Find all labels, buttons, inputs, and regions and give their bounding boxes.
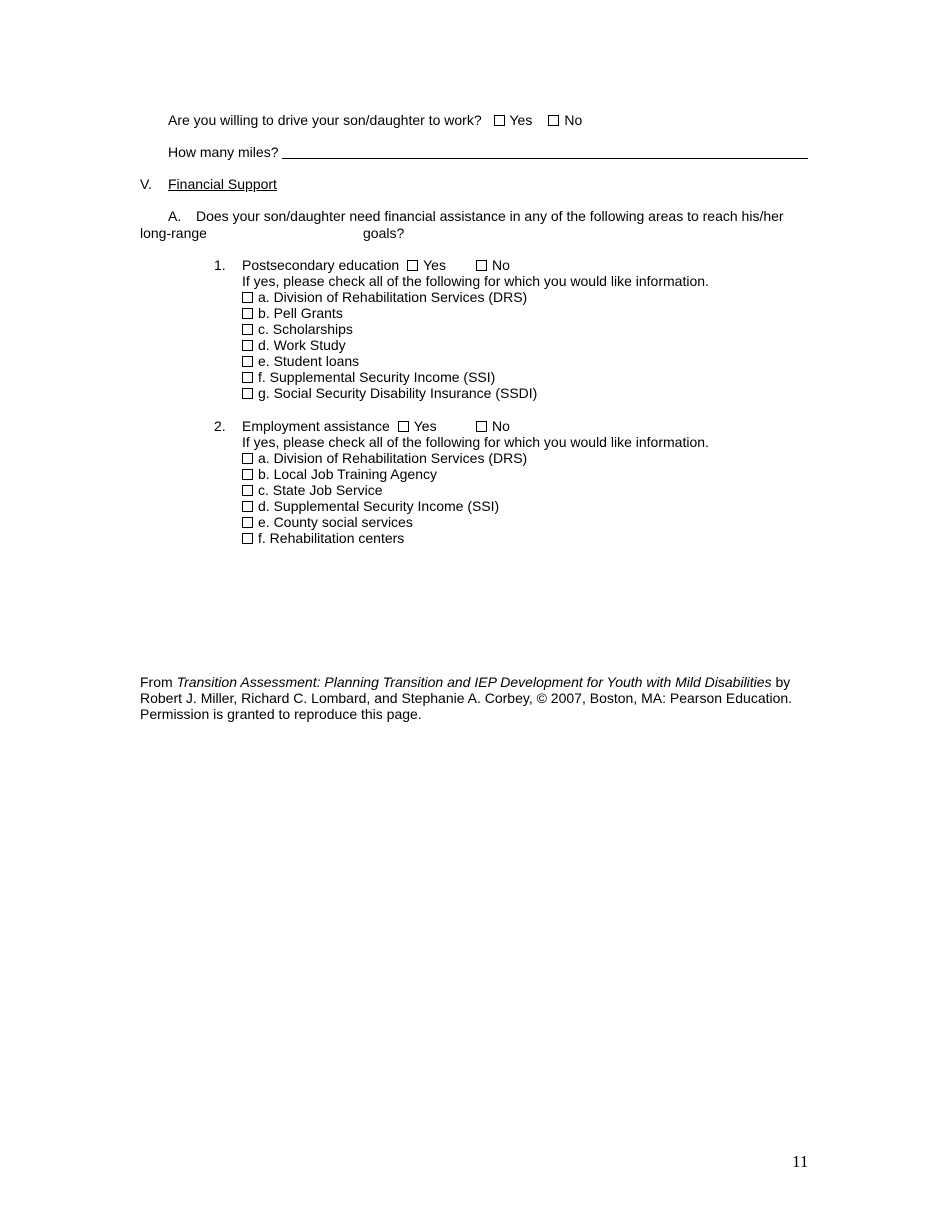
option-label: a. Division of Rehabilitation Services (DRS) — [258, 450, 528, 466]
postsecondary-option[interactable] — [242, 369, 537, 385]
question-a-text-line2-end: goals? — [363, 225, 405, 241]
citation-prefix: From — [140, 674, 173, 690]
option-label: c. State Job Service — [258, 482, 383, 498]
miles-answer-line[interactable] — [282, 158, 808, 159]
option-checkbox[interactable] — [242, 356, 253, 367]
miles-question-text: How many miles? — [168, 144, 279, 160]
option-label: e. County social services — [258, 514, 413, 530]
option-checkbox[interactable] — [242, 340, 253, 351]
employment-option[interactable] — [242, 482, 527, 498]
postsecondary-instruction: If yes, please check all of the following for which you would like information. — [242, 273, 709, 289]
section-numeral: V. — [140, 176, 152, 192]
question-a-letter: A. — [168, 208, 182, 224]
option-checkbox[interactable] — [242, 517, 253, 528]
postsecondary-number: 1. — [214, 257, 226, 273]
drive-yes-checkbox[interactable] — [494, 115, 505, 126]
postsecondary-option[interactable] — [242, 385, 537, 401]
employment-option[interactable] — [242, 530, 527, 546]
postsecondary-label: Postsecondary education — [242, 257, 400, 273]
option-label: a. Division of Rehabilitation Services (DRS) — [258, 289, 528, 305]
option-checkbox[interactable] — [242, 533, 253, 544]
drive-question-row — [168, 112, 582, 128]
option-label: b. Pell Grants — [258, 305, 343, 321]
option-label: f. Rehabilitation centers — [258, 530, 405, 546]
option-checkbox[interactable] — [242, 453, 253, 464]
postsecondary-no-label: No — [492, 257, 510, 273]
drive-no-checkbox[interactable] — [548, 115, 559, 126]
postsecondary-yes-label: Yes — [423, 257, 446, 273]
section-title: Financial Support — [168, 176, 277, 192]
option-checkbox[interactable] — [242, 324, 253, 335]
postsecondary-options-list — [242, 289, 537, 401]
option-checkbox[interactable] — [242, 372, 253, 383]
question-a-text-line1: Does your son/daughter need financial assistance in any of the following areas to reach his/her — [196, 208, 784, 224]
postsecondary-yes-checkbox[interactable] — [407, 260, 418, 271]
employment-row — [242, 418, 437, 434]
employment-yes-label: Yes — [413, 418, 437, 434]
employment-yes-checkbox[interactable] — [398, 421, 409, 432]
employment-option[interactable] — [242, 498, 527, 514]
option-label: c. Scholarships — [258, 321, 353, 337]
option-checkbox[interactable] — [242, 485, 253, 496]
postsecondary-option[interactable] — [242, 305, 537, 321]
postsecondary-option[interactable] — [242, 289, 537, 305]
option-label: f. Supplemental Security Income (SSI) — [258, 369, 496, 385]
option-label: e. Student loans — [258, 353, 360, 369]
drive-question-text: Are you willing to drive your son/daughter to work? — [168, 112, 482, 128]
postsecondary-option[interactable] — [242, 321, 537, 337]
postsecondary-no-checkbox[interactable] — [476, 260, 487, 271]
employment-option[interactable] — [242, 450, 527, 466]
drive-yes-label: Yes — [509, 112, 533, 128]
employment-option[interactable] — [242, 466, 527, 482]
employment-no-checkbox[interactable] — [476, 421, 487, 432]
option-label: b. Local Job Training Agency — [258, 466, 438, 482]
question-a-text-line2-start: long-range — [140, 225, 207, 241]
postsecondary-row — [242, 257, 446, 273]
citation-suffix: by Robert J. Miller, Richard C. Lombard, and Stephanie A. Corbey, © 2007, Boston, MA: Pearson Education. Permission is granted to reproduce this page. — [140, 674, 793, 722]
option-label: g. Social Security Disability Insurance (SSDI) — [258, 385, 538, 401]
miles-row — [168, 144, 808, 160]
citation-book-title: Transition Assessment: Planning Transition and IEP Development for Youth with Mild Disabilities — [176, 674, 772, 690]
employment-number: 2. — [214, 418, 226, 434]
employment-label: Employment assistance — [242, 418, 390, 434]
option-checkbox[interactable] — [242, 469, 253, 480]
employment-no-label: No — [492, 418, 510, 434]
postsecondary-no-group — [476, 257, 510, 273]
drive-no-label: No — [564, 112, 583, 128]
postsecondary-option[interactable] — [242, 353, 537, 369]
employment-instruction: If yes, please check all of the following for which you would like information. — [242, 434, 709, 450]
employment-no-group — [476, 418, 510, 434]
option-checkbox[interactable] — [242, 292, 253, 303]
employment-option[interactable] — [242, 514, 527, 530]
option-checkbox[interactable] — [242, 388, 253, 399]
option-label: d. Work Study — [258, 337, 346, 353]
option-checkbox[interactable] — [242, 501, 253, 512]
page-number: 11 — [792, 1152, 809, 1171]
postsecondary-option[interactable] — [242, 337, 537, 353]
option-checkbox[interactable] — [242, 308, 253, 319]
citation — [140, 674, 820, 722]
option-label: d. Supplemental Security Income (SSI) — [258, 498, 500, 514]
employment-options-list — [242, 450, 527, 546]
